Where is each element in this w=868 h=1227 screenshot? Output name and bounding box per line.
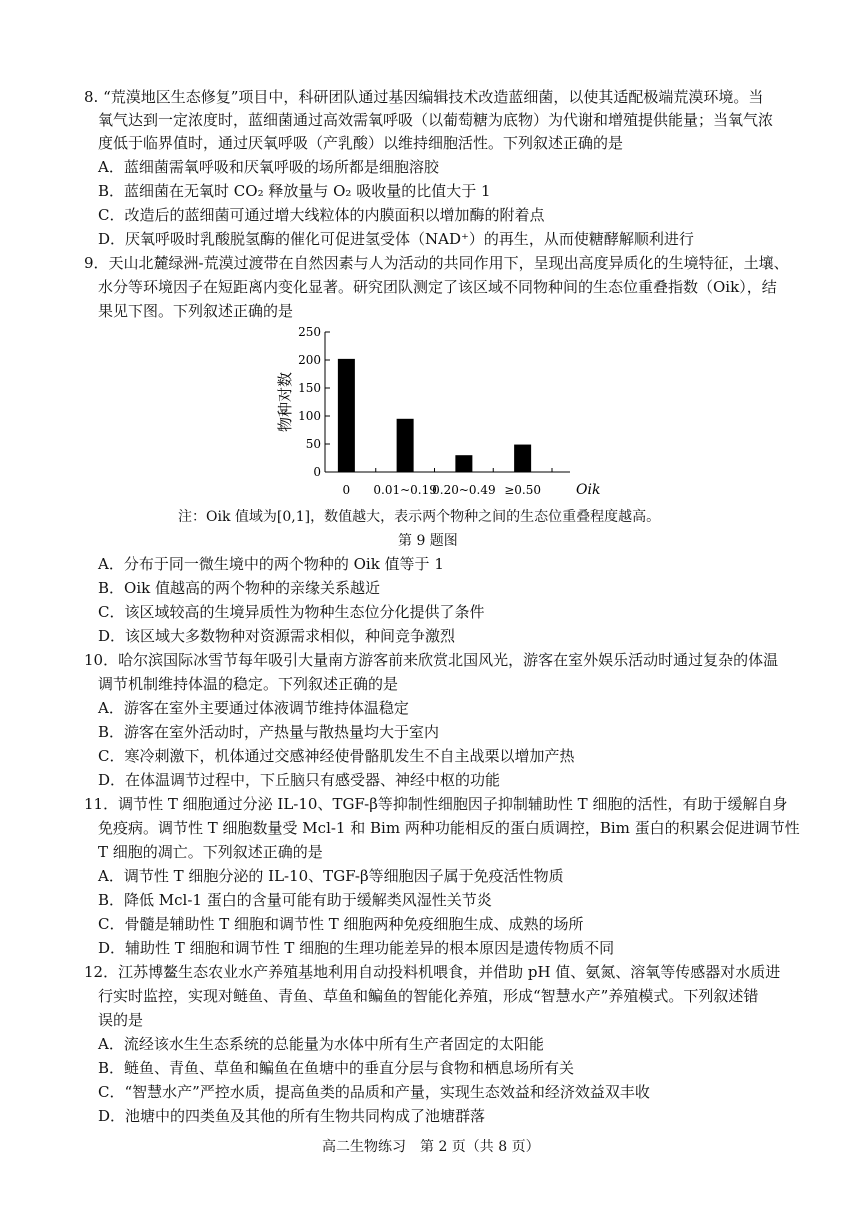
x-tick-label: 0.01~0.19 (373, 483, 437, 497)
q9-bar-chart (260, 322, 600, 504)
q8-option-b: B．蓝细菌在无氧时 CO₂ 释放量与 O₂ 吸收量的比值大于 1 (98, 182, 491, 200)
q12-option-c: C．“智慧水产”严控水质，提高鱼类的品质和产量，实现生态效益和经济效益双丰收 (98, 1083, 650, 1101)
q12-option-d: D．池塘中的四类鱼及其他的所有生物共同构成了池塘群落 (98, 1107, 486, 1125)
q8-option-a: A．蓝细菌需氧呼吸和厌氧呼吸的场所都是细胞溶胶 (98, 158, 439, 176)
q9-option-b: B．Oik 值越高的两个物种的亲缘关系越近 (98, 579, 380, 597)
q8-stem-line-1: 8. “荒漠地区生态修复”项目中，科研团队通过基因编辑技术改造蓝细菌，以使其适配极端荒漠环境。当 (84, 88, 764, 106)
y-tick-label: 0 (313, 465, 321, 479)
y-tick-label: 200 (298, 353, 321, 367)
q9-stem-line-3: 果见下图。下列叙述正确的是 (98, 302, 294, 320)
y-tick-label: 50 (305, 437, 321, 451)
q8-option-c: C．改造后的蓝细菌可通过增大线粒体的内膜面积以增加酶的附着点 (98, 206, 545, 224)
q9-option-a: A．分布于同一微生境中的两个物种的 Oik 值等于 1 (98, 555, 444, 573)
q11-stem-line-3: T 细胞的凋亡。下列叙述正确的是 (98, 843, 323, 861)
q12-option-b: B．鲢鱼、青鱼、草鱼和鳊鱼在鱼塘中的垂直分层与食物和栖息场所有关 (98, 1059, 575, 1077)
q9-figure-caption: 第 9 题图 (398, 533, 458, 549)
y-tick-label: 150 (298, 381, 321, 395)
y-tick-label: 250 (298, 325, 321, 339)
q10-option-d: D．在体温调节过程中，下丘脑只有感受器、神经中枢的功能 (98, 771, 501, 789)
q9-option-d: D．该区域大多数物种对资源需求相似，种间竞争激烈 (98, 627, 456, 645)
bar (338, 359, 355, 472)
q10-option-a: A．游客在室外主要通过体液调节维持体温稳定 (98, 699, 409, 717)
q8-stem-line-3: 度低于临界值时，通过厌氧呼吸（产乳酸）以维持细胞活性。下列叙述正确的是 (98, 134, 624, 152)
bar (455, 455, 472, 472)
q9-figure-note: 注：Oik 值域为[0,1]，数值越大，表示两个物种之间的生态位重叠程度越高。 (178, 509, 661, 525)
q11-stem-line-1: 11．调节性 T 细胞通过分泌 IL-10、TGF-β等抑制性细胞因子抑制辅助性 T 细胞的活性，有助于缓解自身 (84, 795, 788, 813)
q10-option-c: C．寒冷刺激下，机体通过交感神经使骨骼肌发生不自主战栗以增加产热 (98, 747, 575, 765)
x-tick-label: 0 (342, 483, 351, 497)
q11-option-a: A．调节性 T 细胞分泌的 IL-10、TGF-β等细胞因子属于免疫活性物质 (98, 867, 564, 885)
q9-stem-line-1: 9．天山北麓绿洲-荒漠过渡带在自然因素与人为活动的共同作用下，呈现出高度异质化的生境特征，土壤、 (84, 254, 789, 272)
q11-stem-line-2: 免疫病。调节性 T 细胞数量受 Mcl-1 和 Bim 两种功能相反的蛋白质调控，Bim 蛋白的积累会促进调节性 (98, 819, 800, 837)
q10-stem-line-2: 调节机制维持体温的稳定。下列叙述正确的是 (98, 675, 399, 693)
q8-option-d: D．厌氧呼吸时乳酸脱氢酶的催化可促进氢受体（NAD⁺）的再生，从而使糖酵解顺利进行 (98, 230, 694, 248)
q10-stem-line-1: 10．哈尔滨国际冰雪节每年吸引大量南方游客前来欣赏北国风光，游客在室外娱乐活动时通过复杂的体温 (84, 651, 779, 669)
bar (397, 419, 414, 472)
q12-stem-line-1: 12．江苏博鳌生态农业水产养殖基地利用自动投料机喂食，并借助 pH 值、氨氮、溶氧等传感器对水质进 (84, 963, 781, 981)
q10-option-b: B．游客在室外活动时，产热量与散热量均大于室内 (98, 723, 440, 741)
y-tick-label: 100 (298, 409, 321, 423)
x-tick-label: ≥0.50 (504, 483, 542, 497)
q11-option-c: C．骨髓是辅助性 T 细胞和调节性 T 细胞两种免疫细胞生成、成熟的场所 (98, 915, 584, 933)
q12-stem-line-2: 行实时监控，实现对鲢鱼、青鱼、草鱼和鳊鱼的智能化养殖，形成“智慧水产”养殖模式。下列叙述错 (98, 987, 759, 1005)
q9-option-c: C．该区域较高的生境异质性为物种生态位分化提供了条件 (98, 603, 485, 621)
q11-option-b: B．降低 Mcl-1 蛋白的含量可能有助于缓解类风湿性关节炎 (98, 891, 492, 909)
q11-option-d: D．辅助性 T 细胞和调节性 T 细胞的生理功能差异的根本原因是遗传物质不同 (98, 939, 615, 957)
bar (514, 445, 531, 472)
q12-option-a: A．流经该水生生态系统的总能量为水体中所有生产者固定的太阳能 (98, 1035, 544, 1053)
page-footer: 高二生物练习 第 2 页（共 8 页） (322, 1139, 540, 1155)
x-tick-label: 0.20~0.49 (432, 483, 496, 497)
q8-stem-line-2: 氧气达到一定浓度时，蓝细菌通过高效需氧呼吸（以葡萄糖为底物）为代谢和增殖提供能量；当氧气浓 (98, 111, 774, 129)
q12-stem-line-3: 误的是 (98, 1011, 144, 1029)
q9-stem-line-2: 水分等环境因子在短距离内变化显著。研究团队测定了该区域不同物种间的生态位重叠指数（Oik），结 (98, 278, 777, 296)
x-axis-label: Oik (576, 482, 600, 498)
y-axis-label: 物种对数 (276, 371, 294, 433)
